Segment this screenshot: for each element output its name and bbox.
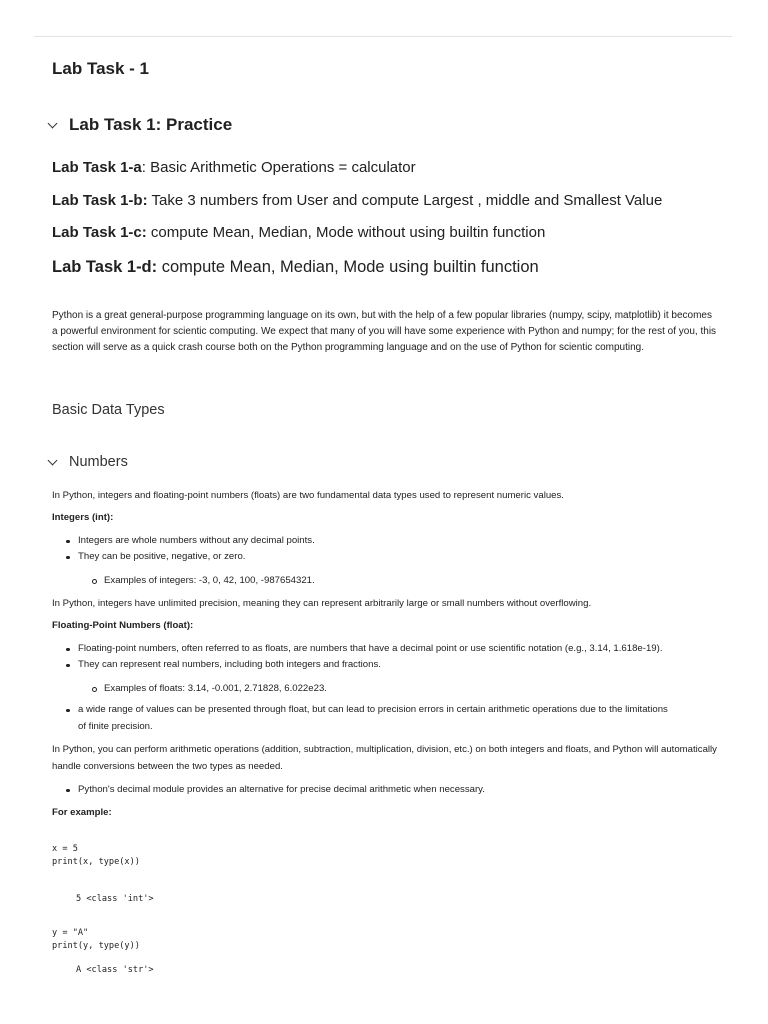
task-line-1d [52, 258, 539, 277]
numbers-intro: In Python, integers and floating-point numbers (floats) are two fundamental data types used to represent numeric values. [52, 490, 564, 501]
integer-precision-text: In Python, integers have unlimited precision, meaning they can represent arbitrarily large or small numbers without overflowing. [52, 598, 592, 609]
integers-heading: Integers (int): [52, 512, 114, 523]
task-line-1a: Lab Task 1-a: Basic Arithmetic Operations = calculator [52, 159, 416, 176]
arithmetic-paragraph: In Python, you can perform arithmetic operations (addition, subtraction, multiplication, division, etc.) on both integers and floats, and Python will automatically handle conversions between the two types as needed. [52, 744, 717, 772]
list-item: Floating-point numbers, often referred to as floats, are numbers that have a decimal point or use scientific notation (e.g., 3.14, 1.618e-19). [66, 641, 662, 658]
task-label: Lab Task 1-c: [52, 224, 147, 241]
task-text: compute Mean, Median, Mode using builtin function [157, 258, 539, 276]
task-label: Lab Task 1-b: [52, 192, 148, 209]
list-item: Python's decimal module provides an alternative for precise decimal arithmetic when necessary. [66, 782, 485, 799]
sub-list-item: Examples of integers: -3, 0, 42, 100, -987654321. [92, 573, 315, 590]
sub-list-item: Examples of floats: 3.14, -0.001, 2.71828, 6.022e23. [92, 681, 327, 698]
intro-paragraph: Python is a great general-purpose programming language on its own, but with the help of a few popular libraries (numpy, scipy, matplotlib) it becomes a powerful environment for scientic computing. We expect that many of you will have some experience with Python and numpy; for the rest of you, this section will serve as a quick crash course both on the Python programming language and on the use of Python for scientic computing. [52, 310, 717, 354]
list-item: Integers are whole numbers without any decimal points. [66, 533, 315, 550]
code-cell[interactable]: y = "A" print(y, type(y)) [52, 928, 140, 951]
practice-heading: Lab Task 1: Practice [69, 115, 233, 134]
code-output: 5 <class 'int'> [76, 894, 154, 904]
chevron-down-icon[interactable] [48, 452, 69, 472]
task-label: Lab Task 1-d: [52, 258, 158, 276]
list-item: They can represent real numbers, including both integers and fractions. [66, 657, 381, 674]
code-output: A <class 'str'> [76, 965, 154, 975]
lab-title: Lab Task - 1 [52, 59, 149, 78]
code-cell[interactable]: x = 5 print(x, type(x)) [52, 844, 140, 867]
task-text: compute Mean, Median, Mode without using builtin function [146, 224, 546, 241]
task-line-1b [52, 192, 662, 209]
list-item: They can be positive, negative, or zero. [66, 549, 245, 566]
task-label: Lab Task 1-a [52, 159, 142, 176]
list-item: a wide range of values can be presented through float, but can lead to precision errors in certain arithmetic operations due to the limitations of finite precision. [66, 702, 676, 735]
floats-heading: Floating-Point Numbers (float): [52, 620, 194, 631]
basic-data-types-heading: Basic Data Types [52, 402, 165, 418]
task-text: Basic Arithmetic Operations = calculator [145, 159, 416, 176]
chevron-down-icon[interactable] [48, 115, 69, 135]
numbers-section-header[interactable] [48, 452, 128, 472]
practice-section-header[interactable] [48, 115, 232, 135]
task-text: Take 3 numbers from User and compute Largest , middle and Smallest Value [147, 192, 663, 209]
example-heading: For example: [52, 807, 112, 818]
numbers-heading: Numbers [69, 454, 128, 470]
task-line-1c [52, 224, 545, 241]
